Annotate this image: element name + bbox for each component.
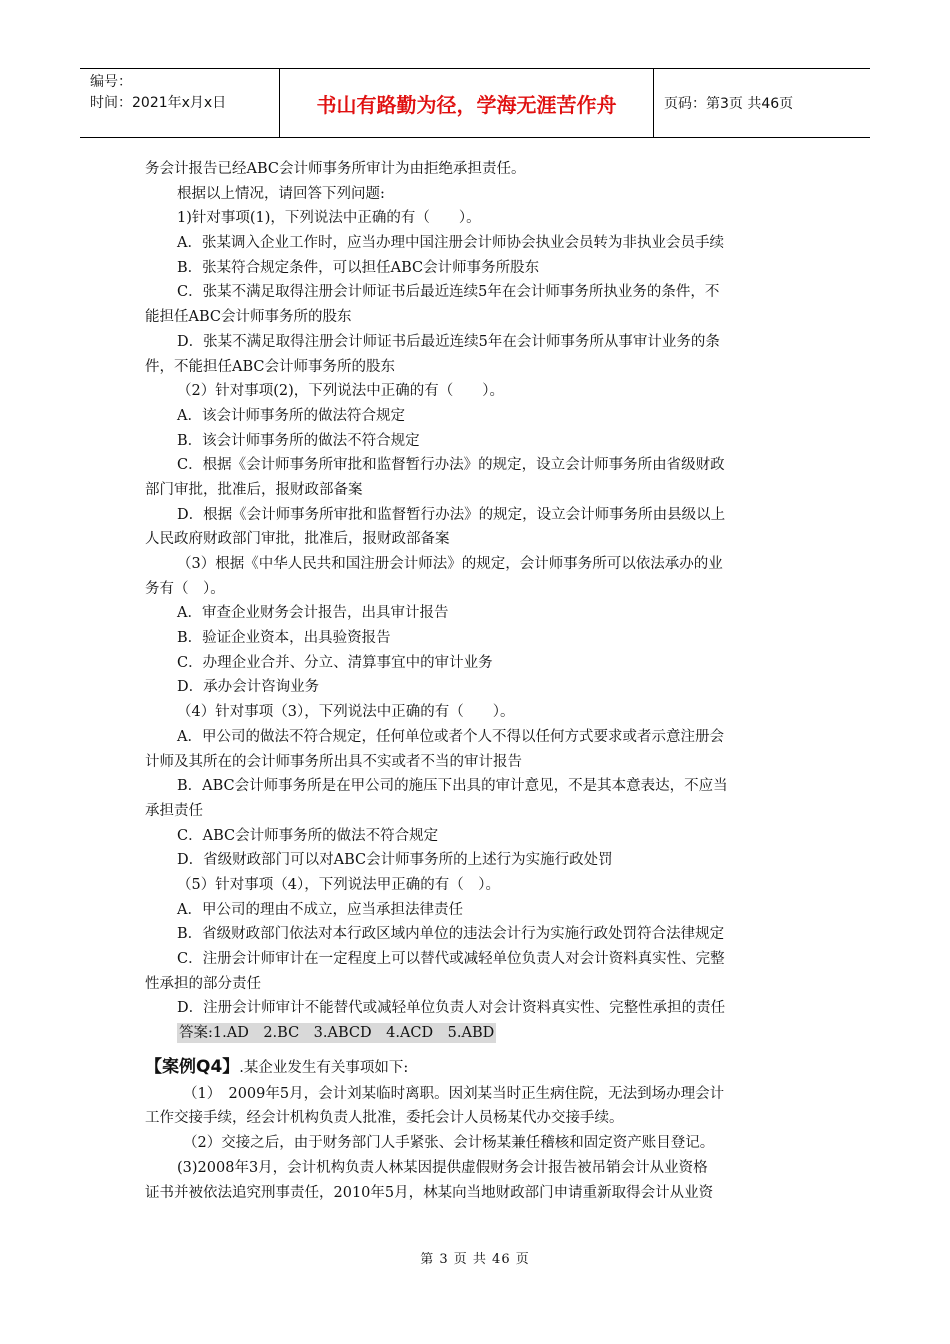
- document-body: [145, 157, 813, 1205]
- page-footer: 第 3 页 共 46 页: [420, 1252, 530, 1267]
- question-5: （5）针对事项（4），下列说法甲正确的有（ ）。: [177, 876, 500, 893]
- case-line: （1） 2009年5月，会计刘某临时离职。因刘某当时正生病住院，无法到场办理会计: [183, 1085, 725, 1102]
- option-line: A．甲公司的做法不符合规定，任何单位或者个人不得以任何方式要求或者示意注册会: [177, 728, 724, 745]
- option-line: C．注册会计师审计在一定程度上可以替代或减轻单位负责人对会计资料真实性、完整: [177, 951, 725, 967]
- option-line: B．省级财政部门依法对本行政区域内单位的违法会计行为实施行政处罚符合法律规定: [177, 926, 725, 943]
- option-line: 计师及其所在的会计师事务所出具不实或者不当的审计报告: [145, 753, 522, 770]
- body-line: 根据以上情况，请回答下列问题:: [177, 185, 385, 202]
- document-date-label: 时间：2021年x月x日: [90, 95, 227, 111]
- option-line: A．该会计师事务所的做法符合规定: [177, 407, 405, 424]
- option-line: D．张某不满足取得注册会计师证书后最近连续5年在会计师事务所从事审计业务的条: [177, 333, 720, 350]
- option-line: C．ABC会计师事务所的做法不符合规定: [177, 827, 439, 844]
- header-motto: 书山有路勤为径，学海无涯苦作舟: [280, 69, 654, 137]
- option-line: B．张某符合规定条件，可以担任ABC会计师事务所股东: [177, 259, 540, 276]
- option-line: C．张某不满足取得注册会计师证书后最近连续5年在会计师事务所执业务的条件，不: [177, 284, 720, 301]
- question-3: （3）根据《中华人民共和国注册会计师法》的规定，会计师事务所可以依法承办的业: [177, 556, 723, 572]
- case-line: （2）交接之后，由于财务部门人手紧张、会计杨某兼任稽核和固定资产账目登记。: [183, 1135, 715, 1152]
- option-line: B．该会计师事务所的做法不符合规定: [177, 432, 420, 449]
- option-line: 能担任ABC会计师事务所的股东: [145, 309, 352, 326]
- case-intro: .某企业发生有关事项如下:: [239, 1059, 409, 1076]
- question-4: （4）针对事项（3），下列说法中正确的有（ ）。: [177, 704, 515, 721]
- option-line: 承担责任: [145, 802, 203, 819]
- option-line: C．根据《会计师事务所审批和监督暂行办法》的规定，设立会计师事务所由省级财政: [177, 457, 725, 474]
- option-line: A．甲公司的理由不成立，应当承担法律责任: [177, 901, 463, 918]
- case-title: 【案例Q4】: [145, 1056, 240, 1077]
- option-line: D．省级财政部门可以对ABC会计师事务所的上述行为实施行政处罚: [177, 852, 613, 869]
- option-line: 人民政府财政部门审批，批准后，报财政部备案: [145, 531, 450, 548]
- question-3-cont: 务有（ ）。: [145, 580, 225, 597]
- option-line: D．注册会计师审计不能替代或减轻单位负责人对会计资料真实性、完整性承担的责任: [177, 1000, 726, 1017]
- header-page-number: 页码：第3页 共46页: [664, 96, 794, 112]
- case-line: (3)2008年3月，会计机构负责人林某因提供虚假财务会计报告被吊销会计从业资格: [177, 1159, 708, 1176]
- option-line: 件，不能担任ABC会计师事务所的股东: [145, 358, 395, 375]
- option-line: D．承办会计咨询业务: [177, 679, 320, 696]
- document-number-label: 编号：: [90, 74, 132, 90]
- option-line: B．ABC会计师事务所是在甲公司的施压下出具的审计意见，不是其本意表达，不应当: [177, 778, 728, 795]
- option-line: 性承担的部分责任: [145, 975, 261, 992]
- option-line: 部门审批，批准后，报财政部备案: [145, 481, 363, 498]
- case-heading: [145, 1052, 813, 1082]
- option-line: B．验证企业资本，出具验资报告: [177, 630, 391, 647]
- case-line: 工作交接手续，经会计机构负责人批准，委托会计人员杨某代办交接手续。: [145, 1110, 624, 1127]
- page-header: [80, 68, 870, 138]
- option-line: D．根据《会计师事务所审批和监督暂行办法》的规定，设立会计师事务所由县级以上: [177, 506, 726, 523]
- option-line: C．办理企业合并、分立、清算事宜中的审计业务: [177, 654, 493, 671]
- option-line: A．张某调入企业工作时，应当办理中国注册会计师协会执业会员转为非执业会员手续: [177, 235, 724, 252]
- option-line: A．审查企业财务会计报告，出具审计报告: [177, 605, 449, 622]
- header-meta: [80, 69, 280, 137]
- question-1: 1)针对事项(1)，下列说法中正确的有（ ）。: [177, 210, 481, 227]
- body-line: 务会计报告已经ABC会计师事务所审计为由拒绝承担责任。: [145, 161, 526, 177]
- case-line: 证书并被依法追究刑事责任，2010年5月，林某向当地财政部门申请重新取得会计从业资: [145, 1184, 714, 1201]
- question-2: （2）针对事项(2)，下列说法中正确的有（ ）。: [177, 383, 505, 400]
- answer-line: [145, 1021, 813, 1046]
- answer-key: 答案:1.AD 2.BC 3.ABCD 4.ACD 5.ABD: [179, 1025, 495, 1042]
